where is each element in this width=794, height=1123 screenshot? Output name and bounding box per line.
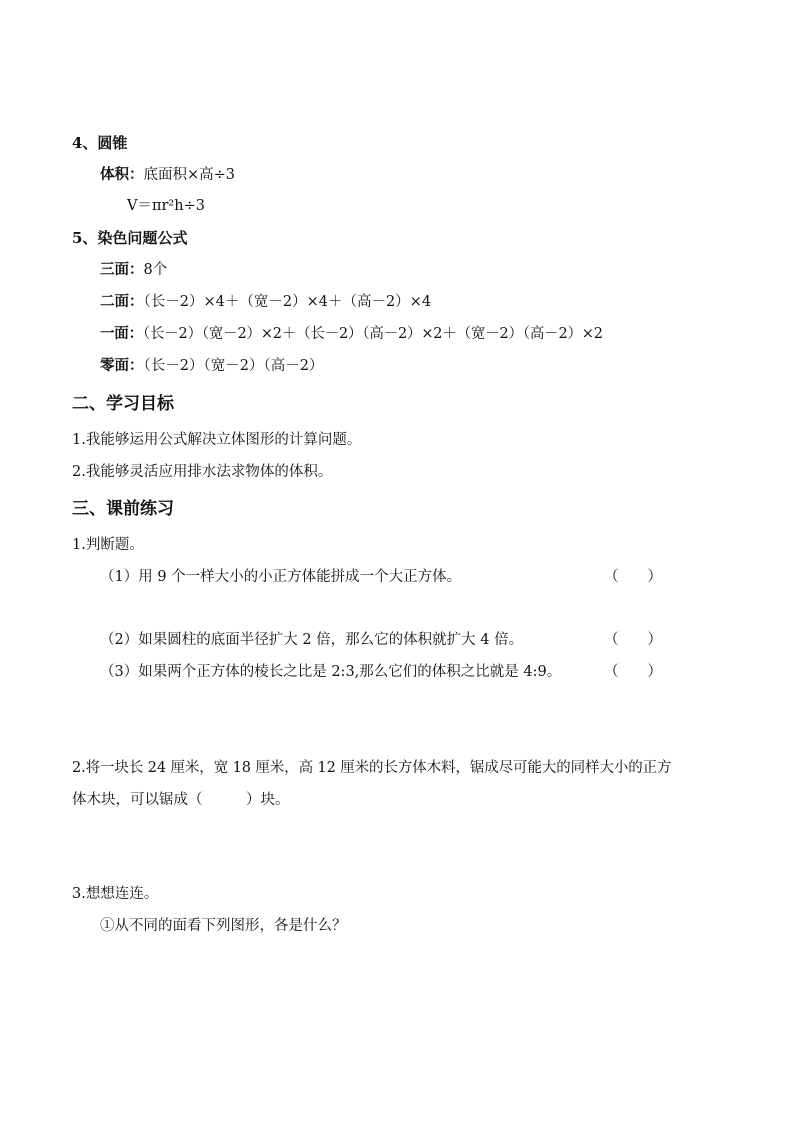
goals-heading: 二、学习目标 (72, 394, 174, 414)
dye-zero-line (100, 356, 323, 376)
q3-title: 3.想想连连。 (72, 886, 159, 902)
goal-item-1: 1.我能够运用公式解决立体图形的计算问题。 (72, 432, 362, 448)
q2-line-2: 体木块，可以锯成（ ）块。 (72, 792, 290, 808)
practice-heading: 三、课前练习 (72, 499, 174, 519)
goal-item-2: 2.我能够灵活应用排水法求物体的体积。 (72, 464, 333, 480)
q2-line-1: 2.将一块长 24 厘米，宽 18 厘米，高 12 厘米的长方体木料，锯成尽可能大的同样大小的正方 (72, 760, 672, 776)
dye-one-line (100, 324, 603, 344)
dye-three-label: 三面： (100, 261, 144, 278)
q1-item-3-answer[interactable]: （ ） (604, 664, 662, 680)
dye-three-text: 8个 (143, 262, 168, 278)
dye-two-text: （长－2）×4＋（宽－2）×4＋（高－2）×4 (143, 294, 432, 310)
q1-item-1-answer[interactable]: （ ） (604, 569, 662, 585)
dye-one-label: 一面： (100, 325, 143, 342)
cone-volume-text: 底面积×高÷3 (143, 167, 236, 183)
q1-item-2: （2）如果圆柱的底面半径扩大 2 倍，那么它的体积就扩大 4 倍。 (100, 632, 524, 648)
q1-item-1: （1）用 9 个一样大小的小正方体能拼成一个大正方体。 (100, 569, 462, 585)
cone-formula: V＝πr²h÷3 (127, 198, 205, 214)
dye-two-label: 二面： (100, 293, 144, 310)
cone-volume-label: 体积： (100, 166, 144, 183)
cone-volume-line (100, 165, 235, 185)
q1-item-2-answer[interactable]: （ ） (604, 632, 662, 648)
dye-two-line (100, 292, 431, 312)
q1-item-3: （3）如果两个正方体的棱长之比是 2:3,那么它们的体积之比就是 4:9。 (100, 664, 562, 680)
dye-one-text: （长－2）（宽－2）×2＋（长－2）（高－2）×2＋（宽－2）（高－2）×2 (142, 326, 603, 342)
q1-title: 1.判断题。 (72, 537, 144, 553)
dye-three-line (100, 260, 167, 280)
dye-zero-text: （长－2）（宽－2）（高－2） (143, 358, 324, 374)
q3-sub: ①从不同的面看下列图形，各是什么？ (100, 918, 347, 934)
dye-zero-label: 零面： (100, 357, 144, 374)
cone-title: 4、圆锥 (72, 134, 128, 152)
dye-title: 5、染色问题公式 (72, 229, 188, 247)
